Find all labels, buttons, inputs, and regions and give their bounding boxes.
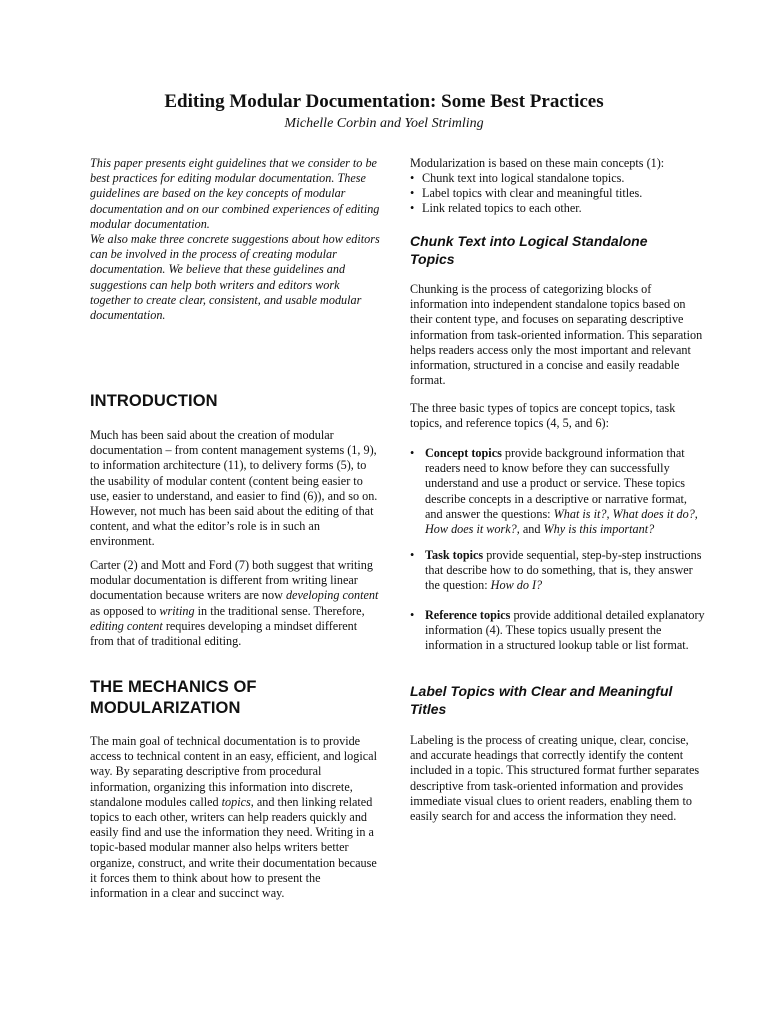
- introduction-paragraph-2: [90, 558, 380, 649]
- mechanics-heading: [90, 677, 390, 719]
- concept-topics-text: [425, 446, 706, 537]
- heading-line: Label Topics with Clear and Meaningful: [410, 683, 673, 699]
- emphasis-text: editing content: [90, 618, 163, 633]
- list-item: • Label topics with clear and meaningful titles.: [410, 186, 706, 201]
- bullet-glyph: •: [410, 548, 415, 562]
- modularization-lead: Modularization is based on these main concepts (1):: [410, 156, 665, 170]
- text-run: and: [519, 522, 544, 537]
- heading-line: THE MECHANICS OF: [90, 678, 257, 696]
- introduction-heading: INTRODUCTION: [90, 392, 218, 410]
- label-heading: [410, 682, 706, 718]
- task-topics-item: [410, 548, 706, 594]
- emphasis-text: developing content: [285, 588, 379, 603]
- concept-topics-item: [410, 446, 706, 537]
- reference-topics-text: [425, 608, 706, 654]
- emphasis-text: Why is this important?: [543, 522, 655, 537]
- emphasis-text: What is it?, What does it do?, How does it work?,: [425, 506, 698, 537]
- list-item: • Chunk text into logical standalone topics.: [410, 171, 706, 186]
- heading-line: Titles: [410, 701, 447, 717]
- abstract-paragraph-2: We also make three concrete suggestions about how editors can be involved in the process of creating modular documentation. We believe that these guidelines and suggestions can help both writers and editors work together to create clear, consistent, and usable modular documentation.: [90, 232, 380, 323]
- introduction-paragraph-1: Much has been said about the creation of modular documentation – from content management systems (1, 9), to information architecture (11), to delivery forms (5), to the usability of modular content (content being easier to use, easier to understand, and easier to find (6)), and so on. However, not much has been said about the editing of that content, and what the editor’s role is in such an environment.: [90, 428, 378, 549]
- text-run: provide additional detailed explanatory information (4). These topics usually present the information in a structured lookup table or list format.: [425, 608, 705, 653]
- text-run: requires developing a mindset different from that of traditional editing.: [90, 618, 358, 649]
- heading-line: Chunk Text into Logical Standalone: [410, 233, 648, 249]
- heading-line: MODULARIZATION: [90, 699, 241, 717]
- emphasis-text: How do I?: [490, 578, 543, 593]
- label-paragraph-1: Labeling is the process of creating unique, clear, concise, and accurate headings that correctly identify the content included in a topic. This structured format further separates descriptive from task-oriented information and provides immediate visual clues to orient readers, enabling them to easily search for and access the information they need.: [410, 733, 700, 824]
- text-run: provide background information that readers need to know before they can successfully understand and use a product or service. These topics describe concepts in a descriptive or narrative format, and answer the questions:: [425, 446, 687, 521]
- bullet-glyph: •: [410, 608, 415, 622]
- concepts-list: [410, 171, 706, 217]
- chunk-paragraph-1: Chunking is the process of categorizing blocks of information into independent standalone topics based on their content type, and focuses on separating descriptive information from task-oriented information. This separation helps readers access only the most important and relevant information, structured in a concise and easily readable format.: [410, 282, 703, 388]
- text-run: , and then linking related topics to each other, writers can help readers quickly and easily find and use the information they need. Writing in a topic-based modular manner also helps writers better organize, construct, and write their documentation because it forces them to think about how to present the information in a clear and succinct way.: [90, 794, 377, 901]
- term-label: Concept topics: [425, 446, 502, 460]
- text-run: in the traditional sense. Therefore,: [194, 603, 365, 618]
- abstract-paragraph-1: This paper presents eight guidelines that we consider to be best practices for editing modular documentation. These guidelines are based on the key concepts of modular documentation and on our combined experiences of editing modular documentation.: [90, 156, 380, 231]
- list-item: • Link related topics to each other.: [410, 201, 706, 216]
- term-label: Task topics: [425, 548, 484, 562]
- bullet-glyph: •: [410, 446, 415, 460]
- text-run: Carter (2) and Mott and Ford (7) both suggest that writing modular documentation is different from writing linear documentation because writers are now: [90, 558, 373, 603]
- chunk-heading: [410, 232, 706, 268]
- text-run: as opposed to: [90, 603, 160, 618]
- paper-title: Editing Modular Documentation: Some Best Practices: [164, 91, 604, 112]
- text-run: The main goal of technical documentation is to provide access to technical content in an easy, efficient, and logical way. By separating descriptive from procedural information, organizing this information into discrete, standalone modules called: [90, 734, 377, 809]
- mechanics-paragraph-1: [90, 734, 380, 901]
- heading-line: Topics: [410, 251, 455, 267]
- paper-authors: Michelle Corbin and Yoel Strimling: [284, 116, 484, 131]
- reference-topics-item: [410, 608, 706, 654]
- chunk-paragraph-2: The three basic types of topics are concept topics, task topics, and reference topics (4, 5, and 6):: [410, 401, 676, 431]
- term-label: Reference topics: [425, 608, 511, 622]
- abstract: [90, 156, 382, 323]
- task-topics-text: [425, 548, 706, 594]
- text-run: provide sequential, step-by-step instructions that describe how to do something, that is, they answer the question:: [425, 548, 702, 593]
- emphasis-text: writing: [159, 603, 195, 618]
- emphasis-text: topics: [221, 794, 251, 809]
